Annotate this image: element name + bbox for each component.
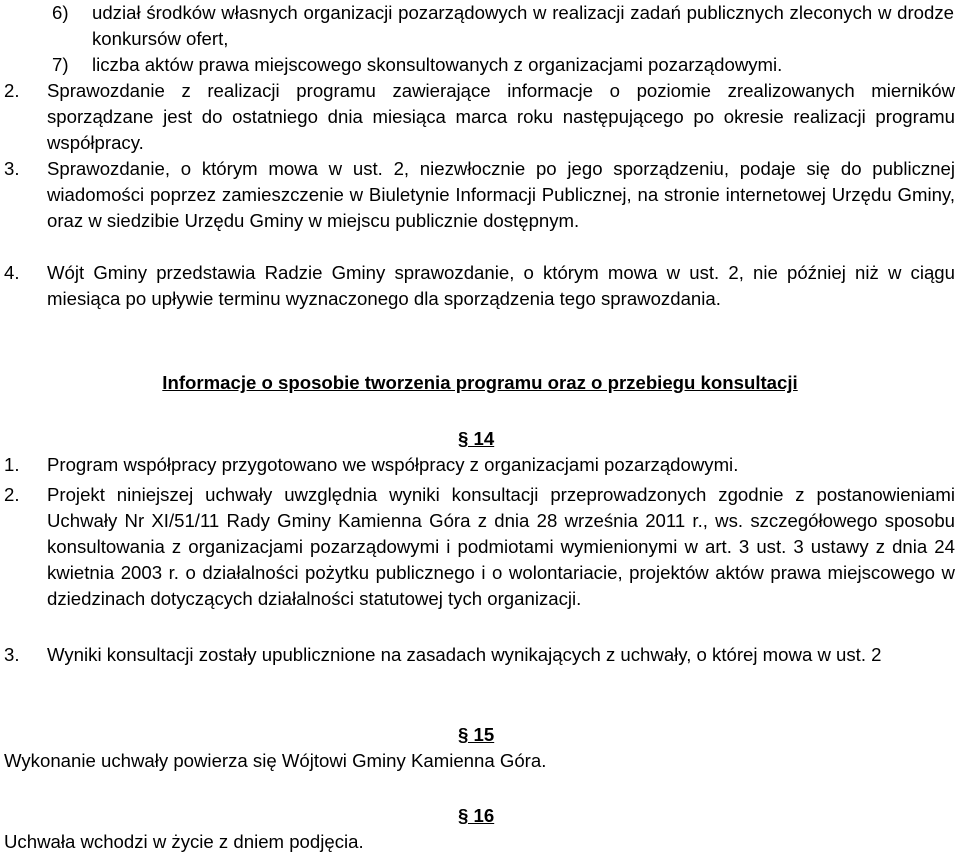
list-item-number: 2.	[4, 80, 20, 101]
list-item-number: 3.	[4, 158, 20, 179]
list-item	[4, 156, 955, 234]
list-item-text: Sprawozdanie z realizacji programu zawierające informacje o poziomie zrealizowanych mierników sporządzane jest do ostatniego dnia miesiąca marca roku następującego po okresie realizacji programu współpracy.	[47, 80, 955, 153]
list-item-number: 6)	[52, 2, 69, 23]
section-heading: Informacje o sposobie tworzenia programu oraz o przebiegu konsultacji	[162, 372, 798, 393]
list-item	[4, 78, 955, 156]
list-item-text: udział środków własnych organizacji pozarządowych w realizacji zadań publicznych zleconych w drodze konkursów ofert,	[92, 2, 954, 49]
list-item-text: Wyniki konsultacji zostały upublicznione na zasadach wynikających z uchwały, o której mowa w ust. 2	[47, 644, 882, 665]
section-label-16: § 16	[458, 805, 495, 826]
section-16-text: Uchwała wchodzi w życie z dniem podjęcia.	[4, 831, 364, 852]
list-item	[4, 482, 955, 612]
list-item	[52, 0, 954, 52]
list-item-text: Projekt niniejszej uchwały uwzględnia wyniki konsultacji przeprowadzonych zgodnie z postanowieniami Uchwały Nr XI/51/11 Rady Gminy Kamienna Góra z dnia 28 września 2011 r., ws. szczegółowego sposobu konsultowania z organizacjami pozarządowymi i podmiotami wymienionymi w art. 3 ust. 3 ustawy z dnia 24 kwietnia 2003 r. o działalności pożytku publicznego i o wolontariacie, projektów aktów prawa miejscowego w dziedzinach dotyczących działalności statutowej tych organizacji.	[47, 484, 955, 609]
list-item-text: Wójt Gminy przedstawia Radzie Gminy sprawozdanie, o którym mowa w ust. 2, nie później niż w ciągu miesiąca po upływie terminu wyznaczonego dla sporządzenia tego sprawozdania.	[47, 262, 955, 309]
list-item-text: Sprawozdanie, o którym mowa w ust. 2, niezwłocznie po jego sporządzeniu, podaje się do publicznej wiadomości poprzez zamieszczenie w Biuletynie Informacji Publicznej, na stronie internetowej Urzędu Gminy, oraz w siedzibie Urzędu Gminy w miejscu publicznie dostępnym.	[47, 158, 955, 231]
list-item-number: 2.	[4, 484, 20, 505]
list-item	[52, 52, 954, 78]
section-label-15: § 15	[458, 724, 495, 745]
list-item	[4, 260, 955, 312]
section-15-text: Wykonanie uchwały powierza się Wójtowi Gminy Kamienna Góra.	[4, 750, 547, 771]
list-item	[4, 452, 955, 478]
list-item-text: Program współpracy przygotowano we współpracy z organizacjami pozarządowymi.	[47, 454, 739, 475]
list-item-text: liczba aktów prawa miejscowego skonsultowanych z organizacjami pozarządowymi.	[92, 54, 783, 75]
list-item-number: 1.	[4, 454, 20, 475]
list-item-number: 7)	[52, 54, 69, 75]
section-label-14: § 14	[458, 428, 495, 449]
list-item	[4, 642, 955, 668]
list-item-number: 4.	[4, 262, 20, 283]
list-item-number: 3.	[4, 644, 20, 665]
